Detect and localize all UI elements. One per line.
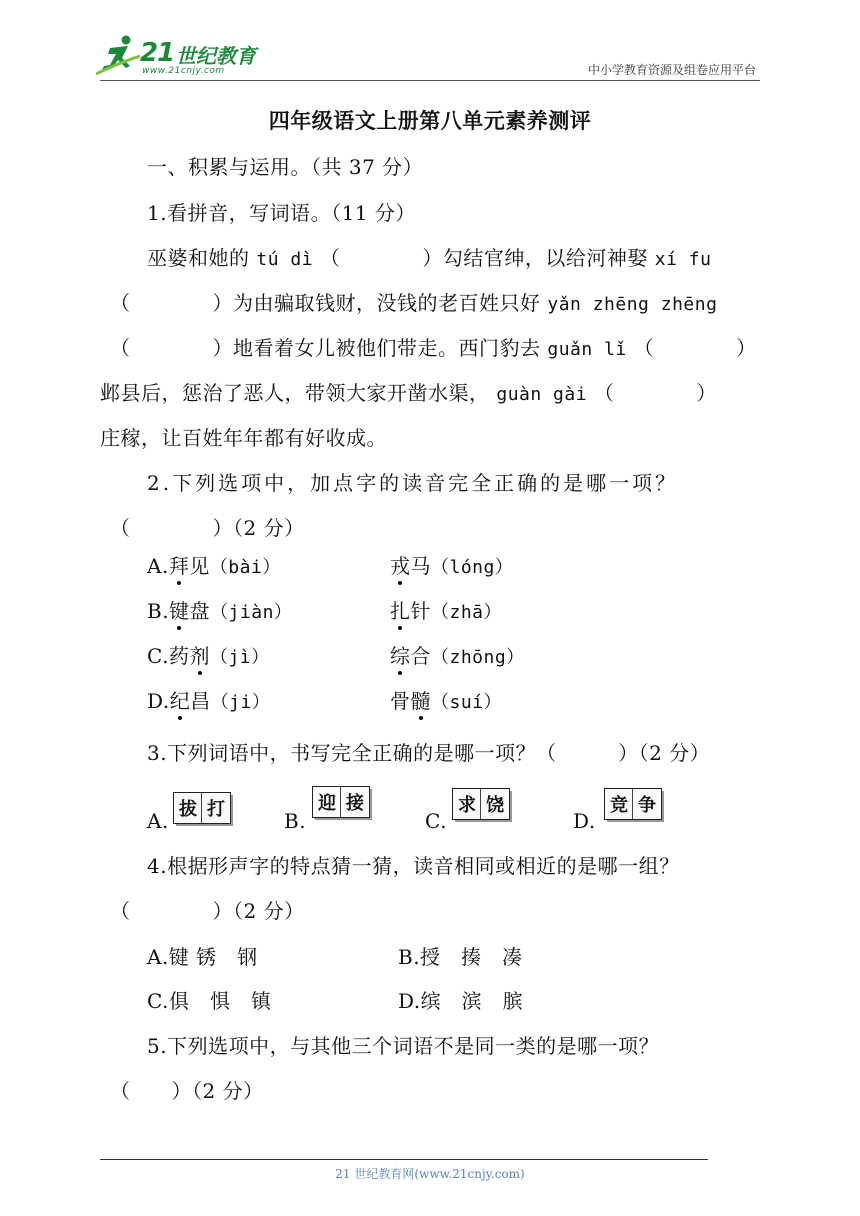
pinyin: tú dì <box>256 249 314 270</box>
text: （ ） <box>593 381 717 405</box>
option-d <box>147 688 270 716</box>
option-d-right <box>390 688 502 716</box>
pinyin: （zhōng） <box>431 647 525 668</box>
char: 合 <box>410 644 431 668</box>
logo-text: 世纪教育 <box>176 44 256 68</box>
option-letter: C. <box>425 809 447 833</box>
char: 针 <box>410 599 431 623</box>
question-2-blank: （ ）（2 分） <box>110 516 305 540</box>
word-char: 求 <box>453 789 481 819</box>
char: 药 <box>168 644 190 668</box>
option-d: D.缤 滨 膑 <box>398 989 524 1013</box>
option-b: B.授 揍 凑 <box>398 945 523 969</box>
header-divider <box>100 80 760 81</box>
option-a: A.键 锈 钢 <box>147 945 258 969</box>
option-letter: D. <box>147 689 170 713</box>
word-char: 迎 <box>313 787 341 817</box>
pinyin: （lóng） <box>431 557 514 578</box>
word-card-a <box>173 792 231 824</box>
text: 邺县后，惩治了恶人，带领大家开凿水渠， <box>100 381 490 405</box>
pinyin: （suí） <box>431 692 503 713</box>
word-card-d <box>604 788 662 820</box>
word-card-c <box>452 788 510 820</box>
option-letter: B. <box>284 809 307 833</box>
question-1-line-4 <box>100 380 717 408</box>
question-4-blank: （ ）（2 分） <box>110 899 305 923</box>
text: （ ）地看着女儿被他们带走。西门豹去 <box>110 336 541 360</box>
pinyin: xí fu <box>654 249 712 270</box>
pinyin: guǎn lǐ <box>547 339 627 360</box>
dotted-char: 剂 <box>189 644 210 668</box>
dotted-char: 纪 <box>169 689 191 713</box>
word-char: 接 <box>346 793 364 814</box>
question-1-line-2 <box>110 290 717 318</box>
question-1-stem: 1.看拼音，写词语。（11 分） <box>147 201 416 225</box>
option-c: C.俱 惧 镇 <box>147 989 272 1013</box>
footer-link[interactable]: 21 世纪教育网(www.21cnjy.com) <box>335 1167 525 1181</box>
word-char: 打 <box>207 799 225 820</box>
text: （ ）为由骗取钱财，没钱的老百姓只好 <box>110 291 541 315</box>
pinyin: yǎn zhēng zhēng <box>547 294 718 315</box>
pinyin: （jiàn） <box>210 602 293 623</box>
option-b-right <box>390 598 502 626</box>
dotted-char: 键 <box>169 599 190 623</box>
option-a <box>147 553 281 581</box>
page-header <box>0 0 860 90</box>
pinyin: （bài） <box>209 557 281 578</box>
question-5-blank: （ ）（2 分） <box>110 1079 264 1103</box>
option-letter: B. <box>147 599 170 623</box>
header-tagline: 中小学教育资源及组卷应用平台 <box>587 63 756 77</box>
dotted-char: 戎 <box>390 554 411 578</box>
question-3-stem: 3.下列词语中，书写完全正确的是哪一项？（ ）（2 分） <box>147 741 711 765</box>
option-letter: A. <box>147 809 169 833</box>
option-c <box>147 643 270 671</box>
option-c-right <box>390 643 525 671</box>
text: （ ） <box>633 336 757 360</box>
footer-divider <box>100 1159 708 1160</box>
option-letter: C. <box>147 644 169 668</box>
word-char: 拔 <box>174 793 202 823</box>
pinyin: guàn gài <box>496 384 588 405</box>
option-b <box>147 598 292 626</box>
question-1-line-3 <box>110 335 757 363</box>
question-2-stem: 2.下列选项中，加点字的读音完全正确的是哪一项？ <box>147 471 679 495</box>
section-heading: 一、积累与运用。（共 37 分） <box>147 155 424 179</box>
char: 盘 <box>189 599 211 623</box>
char: 昌 <box>190 689 211 713</box>
question-1-line-1 <box>147 245 711 273</box>
word-char: 饶 <box>486 795 504 816</box>
option-letter: A. <box>147 554 169 578</box>
option-a-right <box>390 553 513 581</box>
dotted-char: 扎 <box>390 599 411 623</box>
text: 巫婆和她的 <box>147 246 250 270</box>
logo-url: www.21cnjy.com <box>142 66 225 76</box>
dotted-char: 拜 <box>168 554 190 578</box>
question-5-stem: 5.下列选项中，与其他三个词语不是同一类的是哪一项？ <box>147 1034 660 1058</box>
word-card-b <box>312 786 370 818</box>
question-4-stem: 4.根据形声字的特点猜一猜，读音相同或相近的是哪一组？ <box>147 854 680 878</box>
pinyin: （jì） <box>209 647 270 668</box>
word-char: 竞 <box>605 789 633 819</box>
pinyin: （ji） <box>210 692 271 713</box>
option-letter: D. <box>573 809 596 833</box>
logo-number: 21 <box>140 38 175 68</box>
site-logo <box>96 32 266 80</box>
char: 见 <box>189 554 210 578</box>
char: 骨 <box>390 689 411 713</box>
pinyin: （zhā） <box>431 602 503 623</box>
page-title: 四年级语文上册第八单元素养测评 <box>268 108 592 133</box>
runner-icon <box>96 34 142 78</box>
dotted-char: 综 <box>390 644 411 668</box>
word-char: 争 <box>638 795 656 816</box>
dotted-char: 髓 <box>410 689 431 713</box>
text: （ ）勾结官绅，以给河神娶 <box>319 246 648 270</box>
char: 马 <box>410 554 431 578</box>
question-1-line-5: 庄稼，让百姓年年都有好收成。 <box>100 426 387 450</box>
